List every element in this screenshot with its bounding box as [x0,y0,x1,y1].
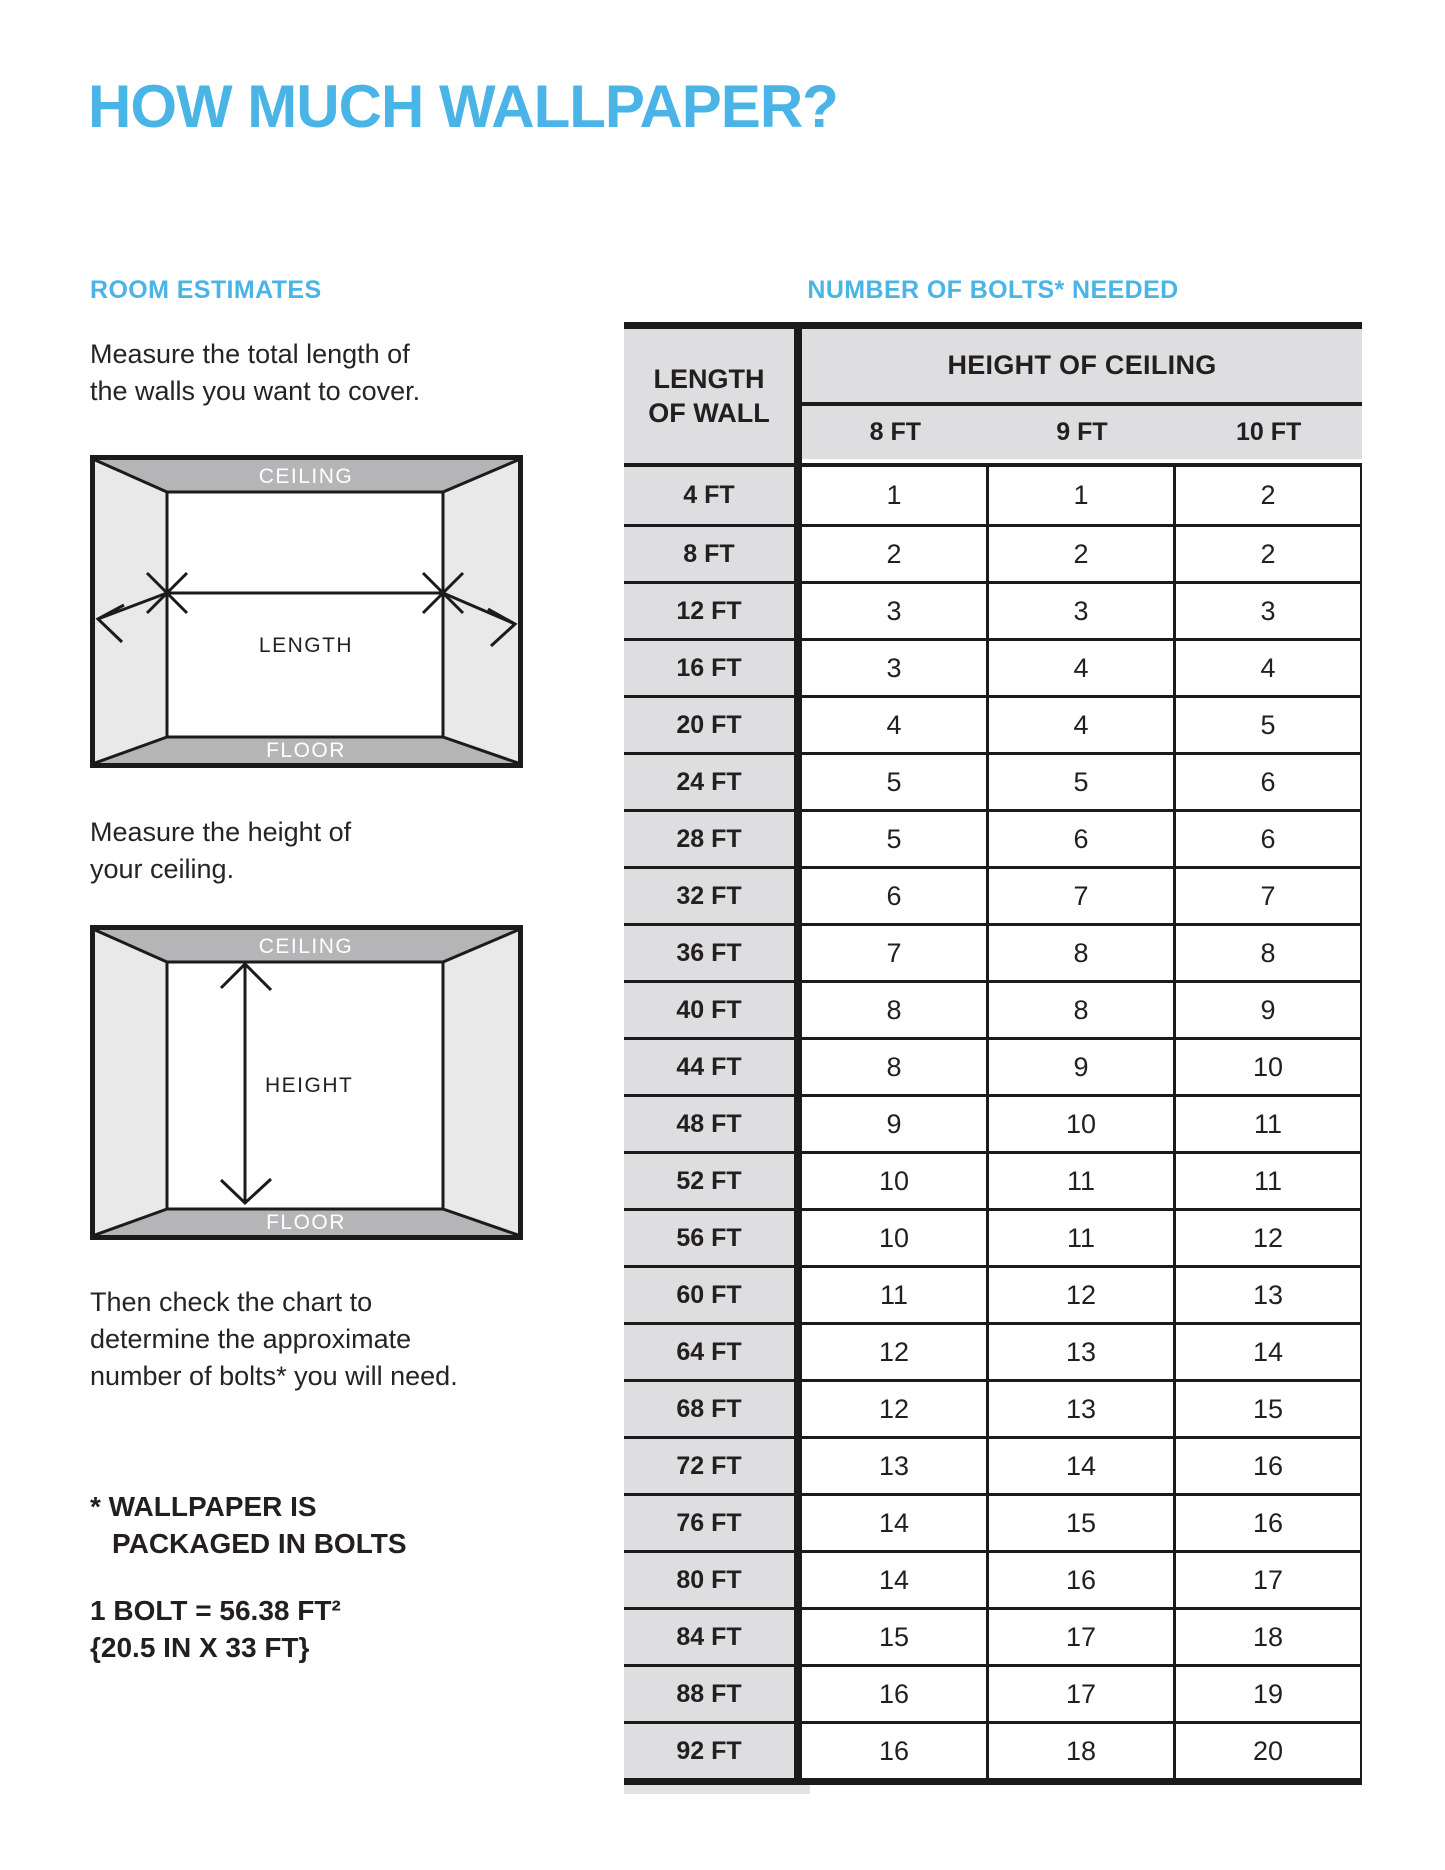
table-row [624,524,1362,581]
cell-8ft: 16 [878,1678,910,1709]
cell-10ft: 11 [1173,1097,1360,1151]
row-label: 44 FT [624,1040,802,1094]
cell-8ft: 3 [886,595,902,626]
header-right [802,329,1362,463]
row-label: 92 FT [624,1724,802,1778]
room-length-svg [95,460,518,763]
table-row [624,1550,1362,1607]
cell-10ft: 12 [1173,1211,1360,1265]
cell-10ft: 10 [1173,1040,1360,1094]
table-row [624,1265,1362,1322]
text-line: * WALLPAPER IS [90,1491,317,1522]
cell-10ft: 16 [1173,1496,1360,1550]
instruction-measure-length [90,336,420,410]
cell-8ft: 5 [886,766,902,797]
cell-8ft: 1 [886,480,902,510]
text-line: PACKAGED IN BOLTS [112,1528,407,1559]
cell-10ft: 15 [1173,1382,1360,1436]
column-headers [802,406,1362,459]
right-wall-face [443,460,518,763]
right-wall-face [443,930,518,1235]
table-row [624,866,1362,923]
cell-9ft: 17 [986,1667,1173,1721]
cell-8ft: 10 [878,1165,910,1196]
row-label: 8 FT [624,527,802,581]
cell-10ft: 4 [1173,641,1360,695]
bolts-table [624,322,1362,1785]
row-label: 32 FT [624,869,802,923]
row-label: 24 FT [624,755,802,809]
cell-8ft: 12 [878,1336,910,1367]
row-label: 20 FT [624,698,802,752]
cell-9ft: 12 [986,1268,1173,1322]
text-line: number of bolts* you will need. [90,1361,458,1391]
table-row [624,1037,1362,1094]
cell-8ft: 14 [878,1564,910,1595]
table-row [624,1379,1362,1436]
cell-8ft: 6 [886,880,902,911]
cell-10ft: 20 [1173,1724,1360,1778]
cell-10ft: 2 [1173,527,1360,581]
group-header-height-of-ceiling: HEIGHT OF CEILING [802,329,1362,406]
row-label: 80 FT [624,1553,802,1607]
cell-10ft: 18 [1173,1610,1360,1664]
table-row [624,1493,1362,1550]
row-label: 36 FT [624,926,802,980]
cell-10ft: 6 [1173,812,1360,866]
cell-10ft: 5 [1173,698,1360,752]
cell-9ft: 10 [986,1097,1173,1151]
text-line: the walls you want to cover. [90,376,421,406]
table-row [624,467,1362,524]
table-footer-strip [624,1785,810,1794]
cell-10ft: 2 [1173,467,1360,524]
cell-10ft: 11 [1173,1154,1360,1208]
table-row [624,638,1362,695]
room-length-diagram [90,455,523,768]
text-line: 1 BOLT = 56.38 FT² [90,1595,341,1626]
table-row [624,980,1362,1037]
corner-header-length-of-wall [624,329,802,463]
row-label: 48 FT [624,1097,802,1151]
text-line: {20.5 IN X 33 FT} [90,1632,310,1663]
cell-8ft: 16 [878,1735,910,1766]
cell-9ft: 17 [986,1610,1173,1664]
cell-10ft: 7 [1173,869,1360,923]
room-estimates-heading: ROOM ESTIMATES [90,276,322,304]
table-body [624,463,1362,1778]
table-row [624,1607,1362,1664]
cell-9ft: 2 [986,527,1173,581]
row-label: 16 FT [624,641,802,695]
cell-9ft: 4 [986,698,1173,752]
table-row [624,695,1362,752]
cell-8ft: 2 [886,538,902,569]
cell-9ft: 8 [986,983,1173,1037]
page-title: HOW MUCH WALLPAPER? [88,73,838,140]
table-row [624,809,1362,866]
row-label: 64 FT [624,1325,802,1379]
cell-9ft: 8 [986,926,1173,980]
row-label: 4 FT [624,467,802,524]
table-row [624,1664,1362,1721]
cell-10ft: 3 [1173,584,1360,638]
text-line: Measure the total length of [90,339,410,369]
row-label: 84 FT [624,1610,802,1664]
cell-9ft: 11 [986,1154,1173,1208]
height-dimension-arrow [221,964,271,1203]
table-row [624,1208,1362,1265]
text-line: Measure the height of [90,817,352,847]
cell-9ft: 13 [986,1382,1173,1436]
table-row [624,1094,1362,1151]
cell-8ft: 5 [886,823,902,854]
cell-9ft: 13 [986,1325,1173,1379]
floor-label: FLOOR [266,1211,346,1234]
table-row [624,581,1362,638]
table-header [624,329,1362,463]
col-header-10ft: 10 FT [1236,418,1302,446]
bolts-needed-heading: NUMBER OF BOLTS* NEEDED [807,276,1179,304]
table-row [624,923,1362,980]
cell-9ft: 5 [986,755,1173,809]
text-line: Then check the chart to [90,1287,373,1317]
cell-8ft: 12 [878,1393,910,1424]
corner-line-2: OF WALL [648,398,770,428]
col-header-9ft: 9 FT [1056,418,1108,446]
row-label: 52 FT [624,1154,802,1208]
row-label: 28 FT [624,812,802,866]
ceiling-label: CEILING [258,935,354,958]
row-label: 40 FT [624,983,802,1037]
room-height-diagram [90,925,523,1240]
row-label: 60 FT [624,1268,802,1322]
table-row [624,1322,1362,1379]
cell-9ft: 15 [986,1496,1173,1550]
table-row [624,1436,1362,1493]
footnote-bolt-size [90,1592,341,1666]
col-header-8ft: 8 FT [869,418,922,446]
cell-9ft: 4 [986,641,1173,695]
cell-8ft: 4 [886,709,902,740]
row-label: 88 FT [624,1667,802,1721]
cell-10ft: 17 [1173,1553,1360,1607]
corner-line-1: LENGTH [653,364,765,394]
row-label: 56 FT [624,1211,802,1265]
left-wall-face [95,460,167,763]
cell-8ft: 13 [878,1450,910,1481]
cell-8ft: 14 [878,1507,910,1538]
row-label: 72 FT [624,1439,802,1493]
text-line: your ceiling. [90,854,235,884]
cell-9ft: 11 [986,1211,1173,1265]
instruction-check-chart [90,1284,458,1395]
table-row [624,1151,1362,1208]
length-label: LENGTH [258,634,354,657]
cell-9ft: 14 [986,1439,1173,1493]
cell-10ft: 8 [1173,926,1360,980]
cell-8ft: 8 [886,994,902,1025]
row-label: 76 FT [624,1496,802,1550]
floor-label: FLOOR [266,739,346,762]
footnote-bolts [90,1488,407,1562]
row-label: 12 FT [624,584,802,638]
cell-8ft: 9 [886,1108,902,1139]
cell-10ft: 13 [1173,1268,1360,1322]
cell-8ft: 8 [886,1051,902,1082]
instruction-measure-height [90,814,351,888]
cell-8ft: 10 [878,1222,910,1253]
cell-10ft: 9 [1173,983,1360,1037]
text-line: determine the approximate [90,1324,412,1354]
room-height-svg [95,930,518,1235]
cell-8ft: 11 [879,1279,909,1310]
cell-10ft: 6 [1173,755,1360,809]
cell-9ft: 7 [986,869,1173,923]
cell-9ft: 6 [986,812,1173,866]
cell-9ft: 18 [986,1724,1173,1778]
cell-10ft: 14 [1173,1325,1360,1379]
cell-10ft: 19 [1173,1667,1360,1721]
row-label: 68 FT [624,1382,802,1436]
cell-8ft: 15 [878,1621,910,1652]
cell-9ft: 3 [986,584,1173,638]
left-wall-face [95,930,167,1235]
table-row [624,1721,1362,1778]
ceiling-label: CEILING [258,465,354,488]
cell-8ft: 7 [886,937,902,968]
cell-10ft: 16 [1173,1439,1360,1493]
cell-9ft: 1 [986,467,1173,524]
height-label: HEIGHT [265,1074,354,1097]
cell-9ft: 16 [986,1553,1173,1607]
table-row [624,752,1362,809]
cell-9ft: 9 [986,1040,1173,1094]
cell-8ft: 3 [886,652,902,683]
